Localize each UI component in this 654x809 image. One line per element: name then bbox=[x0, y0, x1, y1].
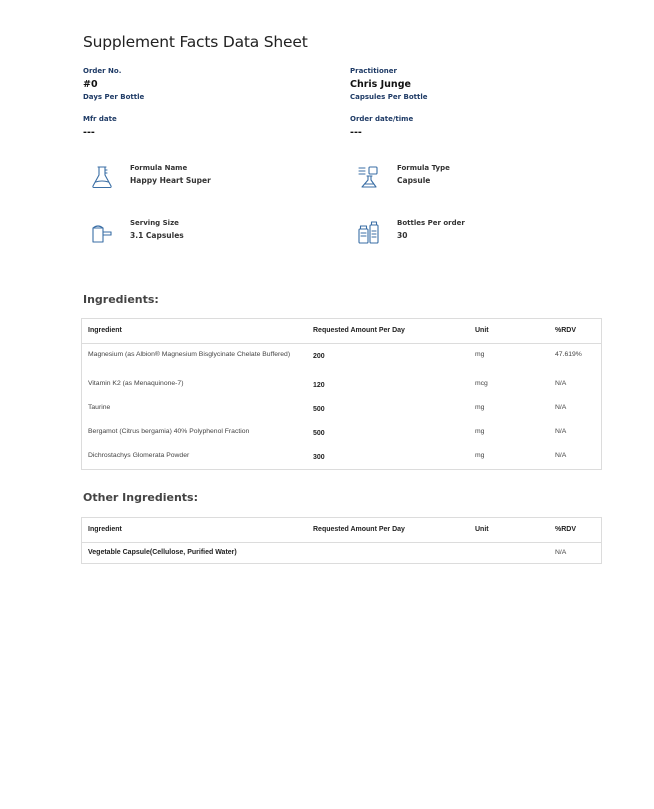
mfr-date-field bbox=[83, 115, 117, 138]
header-amount: Requested Amount Per Day bbox=[313, 327, 405, 334]
page-title: Supplement Facts Data Sheet bbox=[83, 33, 308, 51]
order-datetime-label: Order date/time bbox=[350, 115, 414, 123]
formula-type-label: Formula Type bbox=[397, 164, 450, 172]
formula-type-icon bbox=[357, 165, 381, 189]
order-no-field bbox=[83, 67, 144, 101]
formula-name-label: Formula Name bbox=[130, 164, 188, 172]
formula-type-value: Capsule bbox=[397, 176, 431, 185]
table-row bbox=[82, 374, 601, 398]
header-unit: Unit bbox=[475, 526, 489, 533]
practitioner-field bbox=[350, 67, 428, 101]
other-ingredients-table bbox=[81, 517, 602, 564]
order-no-value: #0 bbox=[83, 79, 98, 90]
ingredient-unit: mg bbox=[475, 428, 485, 435]
ingredient-rdv: N/A bbox=[555, 549, 567, 556]
ingredient-amount: 200 bbox=[313, 353, 325, 360]
ingredient-unit: mg bbox=[475, 452, 485, 459]
bottles-per-order-value: 30 bbox=[397, 231, 408, 240]
bottles-per-order-label: Bottles Per order bbox=[397, 219, 465, 227]
capsules-per-bottle-label: Capsules Per Bottle bbox=[350, 93, 428, 101]
ingredient-amount: 500 bbox=[313, 406, 325, 413]
ingredient-rdv: N/A bbox=[555, 404, 567, 411]
flask-icon bbox=[90, 165, 114, 189]
table-row bbox=[82, 344, 601, 374]
serving-size-label: Serving Size bbox=[130, 219, 179, 227]
serving-size-block bbox=[90, 218, 184, 244]
ingredient-rdv: N/A bbox=[555, 428, 567, 435]
table-header bbox=[82, 319, 601, 344]
table-row bbox=[82, 398, 601, 422]
header-rdv: %RDV bbox=[555, 327, 577, 334]
bottles-icon bbox=[357, 220, 381, 244]
table-row bbox=[82, 543, 601, 565]
formula-name-block bbox=[90, 163, 211, 189]
scoop-icon bbox=[90, 220, 114, 244]
table-row bbox=[82, 422, 601, 446]
ingredient-name: Dichrostachys Glomerata Powder bbox=[88, 452, 190, 459]
table-row bbox=[82, 446, 601, 470]
bottles-per-order-block bbox=[357, 218, 465, 244]
order-datetime-field bbox=[350, 115, 413, 138]
ingredient-rdv: N/A bbox=[555, 452, 567, 459]
table-header bbox=[82, 518, 601, 543]
ingredient-name: Bergamot (Citrus bergamia) 40% Polyphenol Fraction bbox=[88, 428, 250, 435]
ingredient-rdv: 47.619% bbox=[555, 351, 582, 358]
ingredient-name: Vegetable Capsule(Cellulose, Purified Water) bbox=[88, 549, 237, 556]
ingredient-amount: 120 bbox=[313, 382, 325, 389]
ingredient-name: Vitamin K2 (as Menaquinone-7) bbox=[88, 380, 184, 387]
practitioner-value: Chris Junge bbox=[350, 79, 411, 90]
header-amount: Requested Amount Per Day bbox=[313, 526, 405, 533]
mfr-date-label: Mfr date bbox=[83, 115, 117, 123]
order-datetime-value: --- bbox=[350, 127, 362, 138]
ingredient-name: Taurine bbox=[88, 404, 111, 411]
ingredient-name: Magnesium (as Albion® Magnesium Bisglycinate Chelate Buffered) bbox=[88, 351, 291, 358]
formula-name-value: Happy Heart Super bbox=[130, 176, 211, 185]
header-ingredient: Ingredient bbox=[88, 526, 122, 533]
other-ingredients-title: Other Ingredients: bbox=[83, 491, 198, 504]
practitioner-label: Practitioner bbox=[350, 67, 397, 75]
ingredients-title: Ingredients: bbox=[83, 293, 159, 306]
header-ingredient: Ingredient bbox=[88, 327, 122, 334]
order-no-label: Order No. bbox=[83, 67, 122, 75]
days-per-bottle-label: Days Per Bottle bbox=[83, 93, 145, 101]
ingredient-unit: mg bbox=[475, 351, 485, 358]
serving-size-value: 3.1 Capsules bbox=[130, 231, 184, 240]
header-rdv: %RDV bbox=[555, 526, 577, 533]
ingredient-rdv: N/A bbox=[555, 380, 567, 387]
ingredient-unit: mg bbox=[475, 404, 485, 411]
ingredient-amount: 300 bbox=[313, 454, 325, 461]
header-unit: Unit bbox=[475, 327, 489, 334]
mfr-date-value: --- bbox=[83, 127, 95, 138]
formula-type-block bbox=[357, 163, 450, 189]
ingredient-amount: 500 bbox=[313, 430, 325, 437]
ingredients-table bbox=[81, 318, 602, 470]
ingredient-unit: mcg bbox=[475, 380, 488, 387]
